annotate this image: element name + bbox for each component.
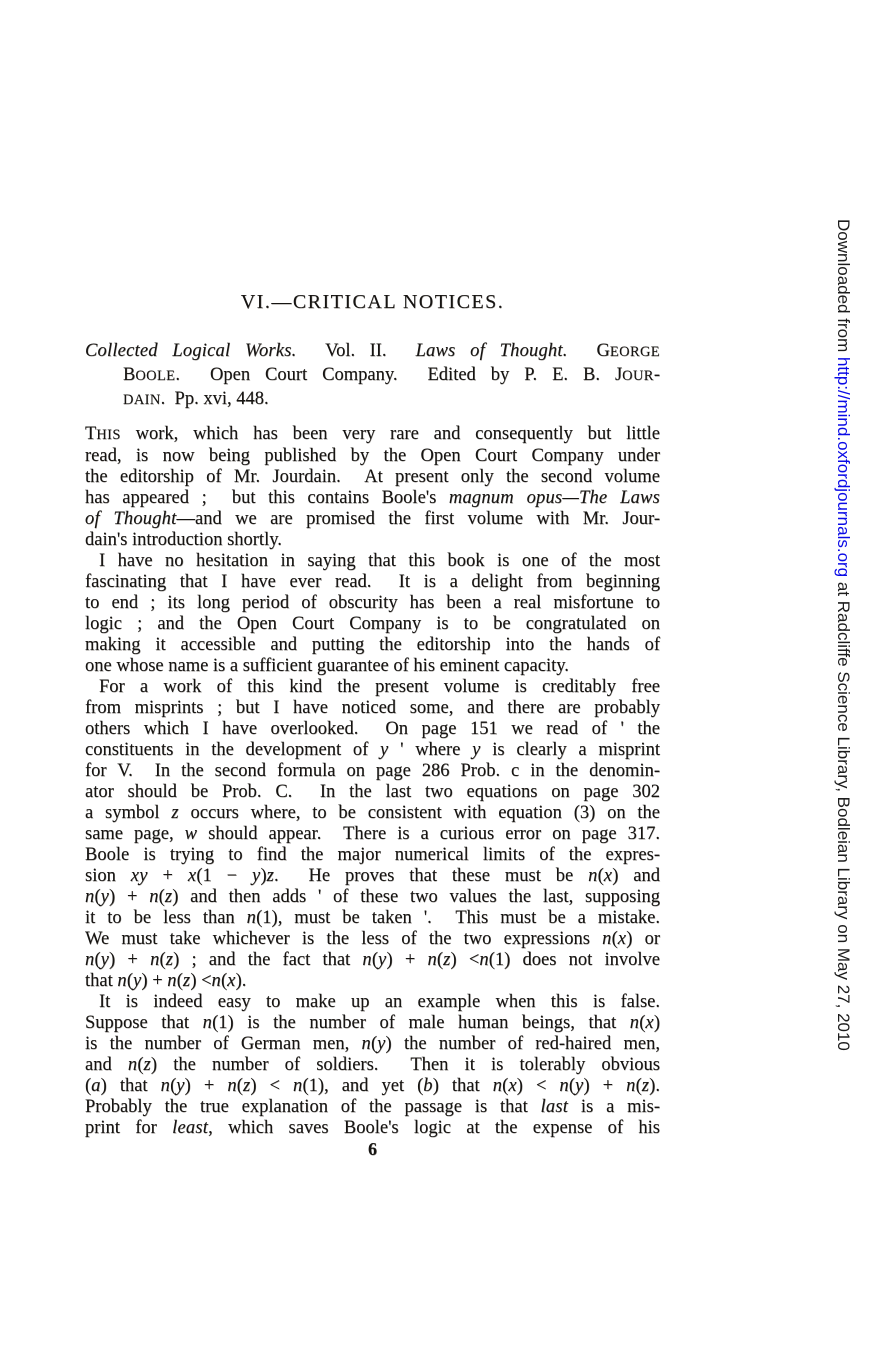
- text-line: For a work of this kind the present volume is creditably free: [99, 677, 660, 697]
- text-line: the editorship of Mr. Jourdain. At present only the second volume: [85, 467, 660, 487]
- text-line: It is indeed easy to make up an example when this is false.: [99, 992, 660, 1012]
- text-line: constituents in the development of y ' where y is clearly a misprint: [85, 740, 661, 760]
- text-line: same page, w should appear. There is a curious error on page 317.: [85, 824, 660, 844]
- text-line: one whose name is a sufficient guarantee of his eminent capacity.: [85, 656, 569, 676]
- text-line: dain's introduction shortly.: [85, 530, 282, 550]
- watermark-prefix: Downloaded from: [834, 219, 853, 357]
- page-number: 6: [368, 1139, 377, 1159]
- text-line: and n(z) the number of soldiers. Then it is tolerably obvious: [85, 1055, 660, 1075]
- article-body: [85, 424, 660, 1139]
- text-line: from misprints ; but I have noticed some, and there are probably: [85, 698, 660, 718]
- citation-line: BOOLE. Open Court Company. Edited by P. E. B. JOUR-: [123, 365, 660, 385]
- text-line: n(y) + n(z) ; and the fact that n(y) + n(z) <n(1) does not involve: [85, 950, 660, 970]
- citation: [85, 340, 660, 412]
- citation-line: Collected Logical Works. Vol. II. Laws of Thought. GEORGE: [85, 341, 660, 361]
- text-line: Boole is trying to find the major numerical limits of the expres-: [85, 845, 660, 865]
- text-line: that n(y) + n(z) <n(x).: [85, 971, 247, 991]
- watermark-sidebar: [830, 219, 856, 1051]
- text-line: of Thought—and we are promised the first volume with Mr. Jour-: [85, 509, 660, 529]
- text-line: Suppose that n(1) is the number of male human beings, that n(x): [85, 1013, 660, 1033]
- text-line: logic ; and the Open Court Company is to be congratulated on: [85, 614, 660, 634]
- text-line: THIS work, which has been very rare and consequently but little: [85, 424, 660, 444]
- text-line: for V. In the second formula on page 286 Prob. c in the denomin-: [85, 761, 660, 781]
- text-line: sion xy + x(1 − y)z. He proves that these must be n(x) and: [85, 866, 661, 886]
- text-line: n(y) + n(z) and then adds ' of these two values the last, supposing: [85, 887, 660, 907]
- text-line: (a) that n(y) + n(z) < n(1), and yet (b) that n(x) < n(y) + n(z).: [85, 1076, 660, 1096]
- text-line: it to be less than n(1), must be taken '. This must be a mistake.: [85, 908, 661, 928]
- text-line: making it accessible and putting the editorship into the hands of: [85, 635, 660, 655]
- watermark-link[interactable]: http://mind.oxfordjournals.org: [834, 356, 853, 578]
- text-line: I have no hesitation in saying that this book is one of the most: [99, 551, 660, 571]
- text-line: others which I have overlooked. On page 151 we read of ' the: [85, 719, 660, 739]
- text-line: ator should be Prob. C. In the last two equations on page 302: [85, 782, 660, 802]
- text-line: We must take whichever is the less of the two expressions n(x) or: [85, 929, 660, 949]
- text-line: read, is now being published by the Open Court Company under: [85, 446, 660, 466]
- text-line: fascinating that I have ever read. It is a delight from beginning: [85, 572, 660, 592]
- text-line: to end ; its long period of obscurity has been a real misfortune to: [85, 593, 660, 613]
- text-line: print for least, which saves Boole's logic at the expense of his: [85, 1118, 660, 1138]
- text-line: is the number of German men, n(y) the number of red-haired men,: [85, 1034, 660, 1054]
- watermark-suffix: at Radcliffe Science Library, Bodleian Library on May 27, 2010: [834, 577, 853, 1051]
- text-line: Probably the true explanation of the passage is that last is a mis-: [85, 1097, 660, 1117]
- text-line: a symbol z occurs where, to be consistent with equation (3) on the: [85, 803, 660, 823]
- text-line: has appeared ; but this contains Boole's magnum opus—The Laws: [85, 488, 660, 508]
- article-title: VI.—CRITICAL NOTICES.: [240, 291, 505, 313]
- citation-line: DAIN. Pp. xvi, 448.: [123, 389, 269, 409]
